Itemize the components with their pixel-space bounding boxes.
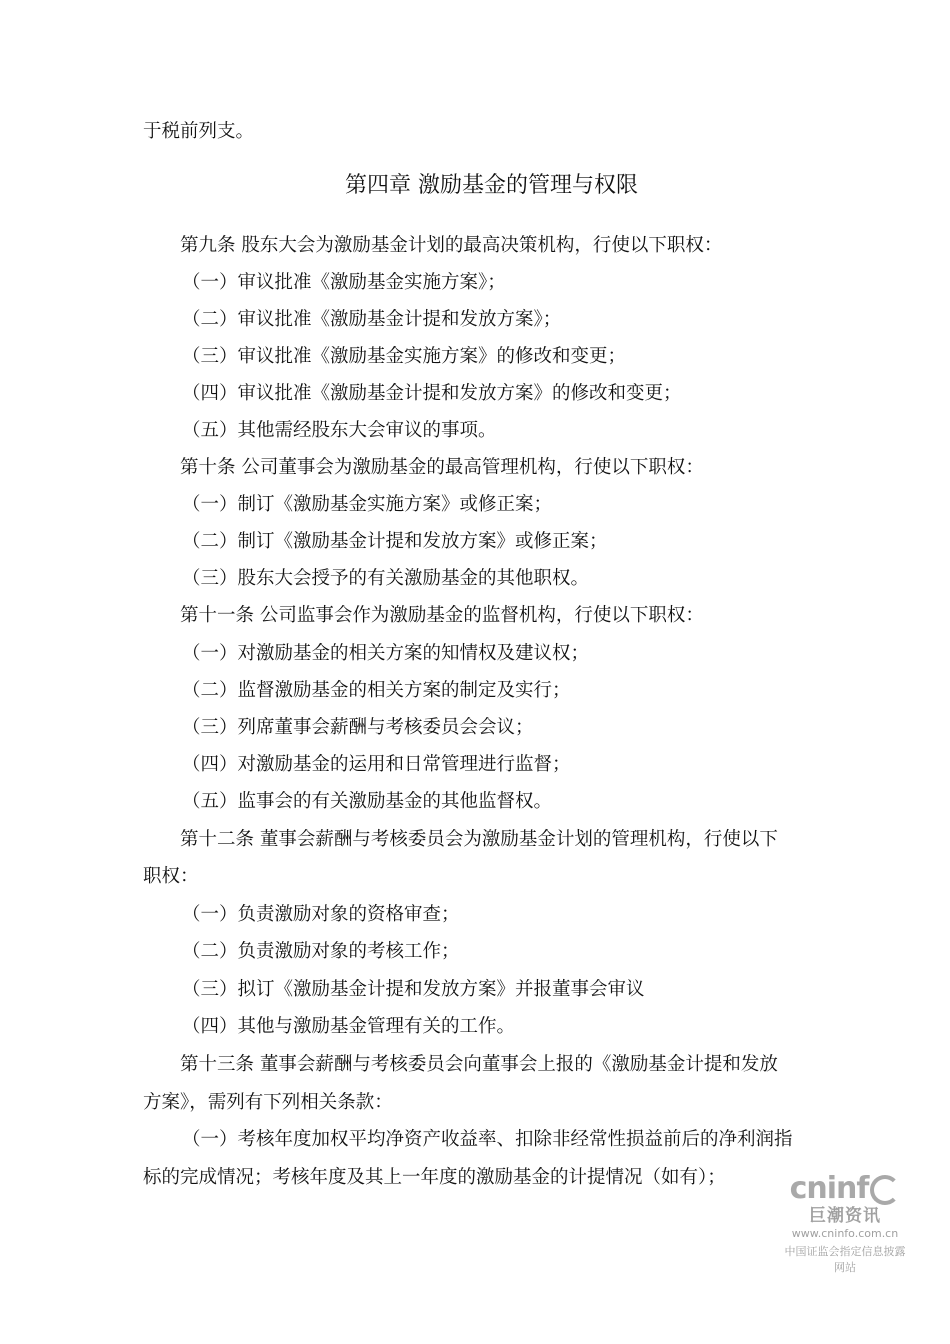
article-11: 第十一条 公司监事会作为激励基金的监督机构，行使以下职权： (180, 605, 704, 626)
article-13: 第十三条 董事会薪酬与考核委员会向董事会上报的《激励基金计提和发放 (180, 1054, 778, 1075)
list-item: （一）负责激励对象的资格审查； (182, 904, 460, 925)
list-item: （三）审议批准《激励基金实施方案》的修改和变更； (182, 346, 627, 367)
text-line: 职权： (143, 866, 199, 887)
watermark-url: www.cninfo.com.cn (791, 1227, 899, 1240)
watermark-subtitle: 中国证监会指定信息披露网站 (784, 1245, 906, 1274)
list-item: （一）考核年度加权平均净资产收益率、扣除非经常性损益前后的净利润指 (182, 1129, 793, 1150)
list-item: （三）拟订《激励基金计提和发放方案》并报董事会审议 (182, 979, 645, 1000)
list-item: （五）监事会的有关激励基金的其他监督权。 (182, 791, 553, 812)
article-12: 第十二条 董事会薪酬与考核委员会为激励基金计划的管理机构，行使以下 (180, 829, 778, 850)
chapter-title: 第四章 激励基金的管理与权限 (345, 173, 638, 198)
list-item: （四）其他与激励基金管理有关的工作。 (182, 1016, 516, 1037)
list-item: （五）其他需经股东大会审议的事项。 (182, 420, 497, 441)
article-10: 第十条 公司董事会为激励基金的最高管理机构，行使以下职权： (180, 457, 704, 478)
list-item: （三）股东大会授予的有关激励基金的其他职权。 (182, 568, 590, 589)
list-item: （二）制订《激励基金计提和发放方案》或修正案； (182, 531, 608, 552)
text-line: 于税前列支。 (143, 121, 255, 142)
list-item: （二）审议批准《激励基金计提和发放方案》； (182, 309, 562, 330)
list-item: （四）审议批准《激励基金计提和发放方案》的修改和变更； (182, 383, 682, 404)
cninfo-logo: cninf (780, 1172, 910, 1206)
watermark-name: 巨潮资讯 (809, 1206, 881, 1226)
article-9: 第九条 股东大会为激励基金计划的最高决策机构，行使以下职权： (180, 235, 723, 256)
text-line: 标的完成情况；考核年度及其上一年度的激励基金的计提情况（如有）； (143, 1167, 726, 1188)
list-item: （一）对激励基金的相关方案的知情权及建议权； (182, 643, 590, 664)
list-item: （四）对激励基金的运用和日常管理进行监督； (182, 754, 571, 775)
text-line: 方案》，需列有下列相关条款： (143, 1092, 393, 1113)
list-item: （一）制订《激励基金实施方案》或修正案； (182, 494, 553, 515)
list-item: （三）列席董事会薪酬与考核委员会会议； (182, 717, 534, 738)
list-item: （一）审议批准《激励基金实施方案》； (182, 272, 506, 293)
list-item: （二）监督激励基金的相关方案的制定及实行； (182, 680, 571, 701)
cninfo-watermark (780, 1172, 910, 1276)
list-item: （二）负责激励对象的考核工作； (182, 941, 460, 962)
swoosh-icon (870, 1175, 900, 1205)
